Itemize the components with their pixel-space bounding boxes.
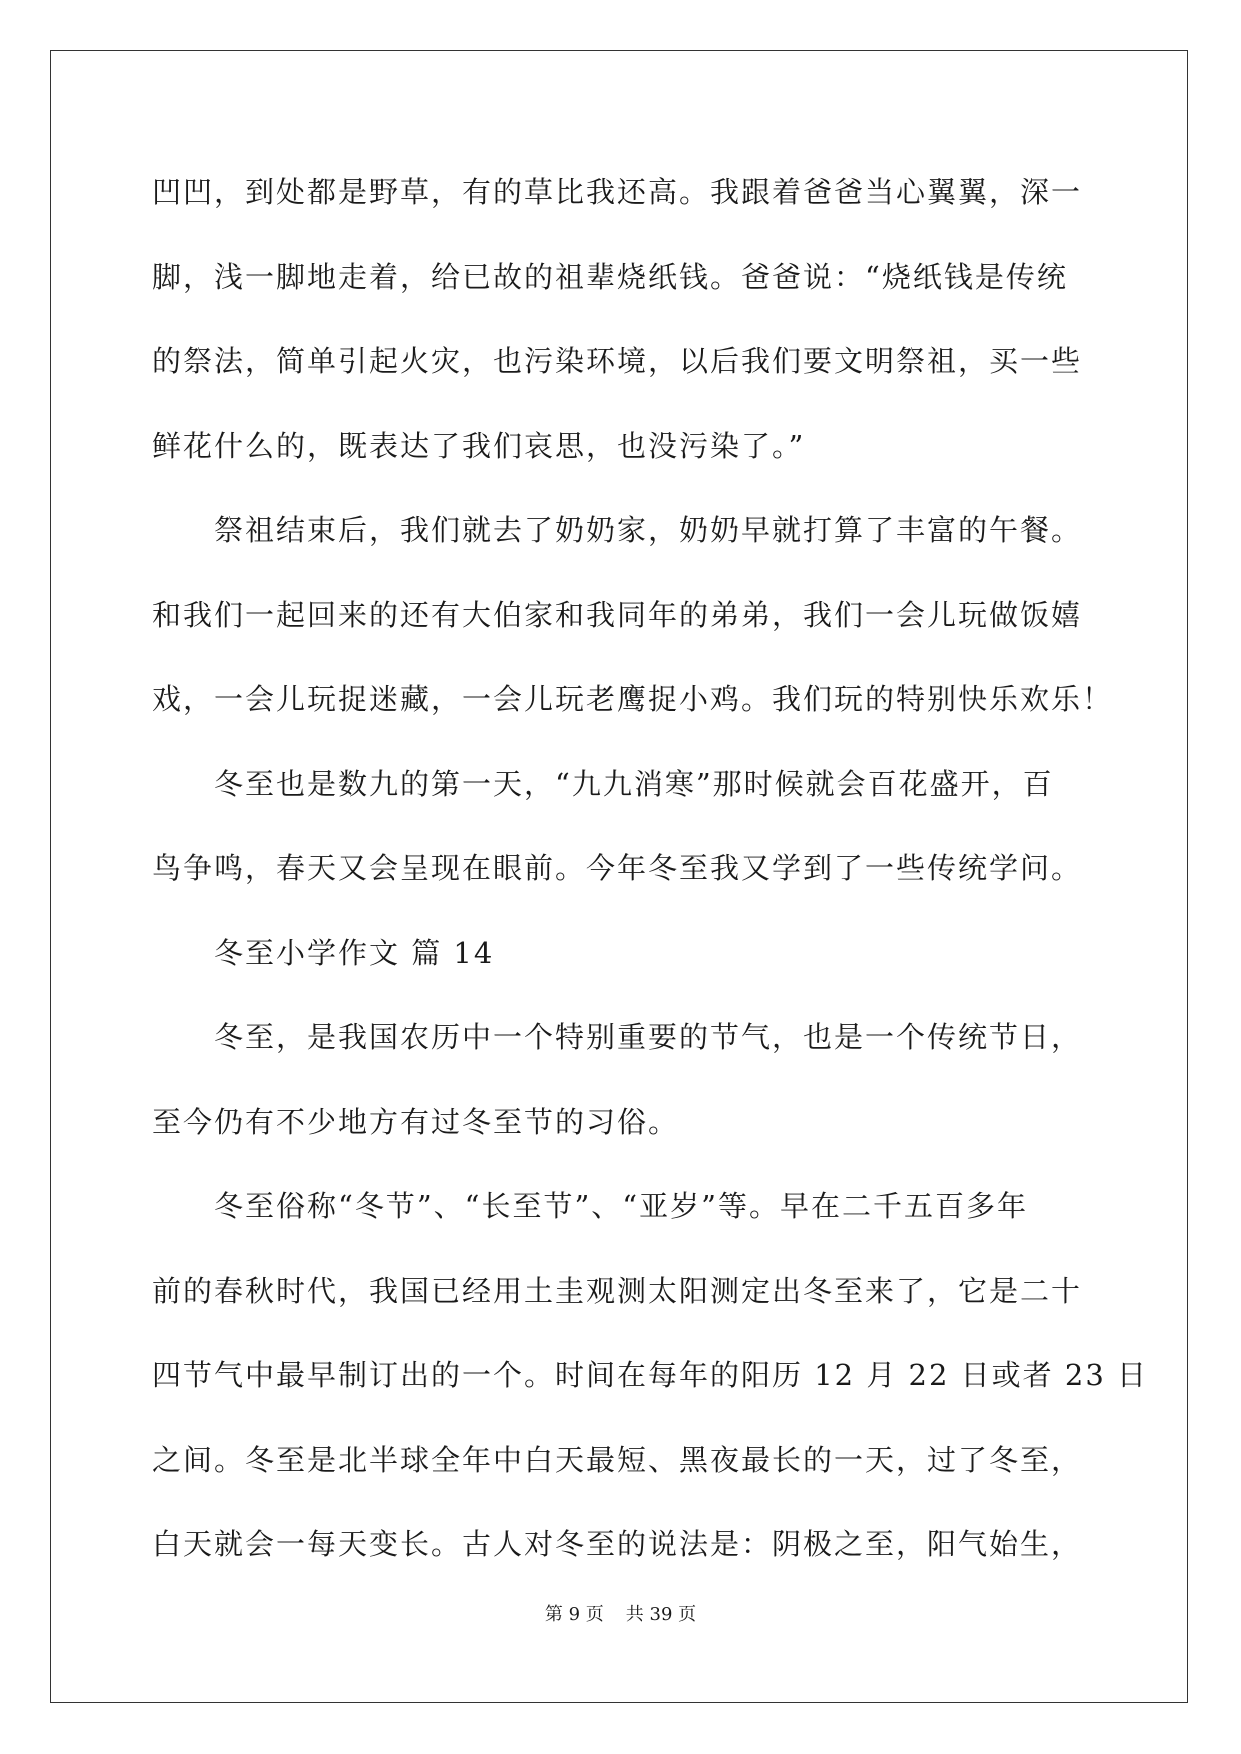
page-total: 共 39 页 xyxy=(625,1604,697,1625)
page-number: 第 9 页 xyxy=(544,1604,604,1625)
text-line: 的祭法，简单引起火灾，也污染环境，以后我们要文明祭祖，买一些 xyxy=(152,344,1083,378)
text-line: 鲜花什么的，既表达了我们哀思，也没污染了。” xyxy=(152,428,806,463)
text-line: 凹凹，到处都是野草，有的草比我还高。我跟着爸爸当心翼翼，深一 xyxy=(152,175,1083,209)
text-line: 之间。冬至是北半球全年中白天最短、黑夜最长的一天，过了冬至， xyxy=(152,1442,1083,1477)
paragraph-start: 冬至，是我国农历中一个特别重要的节气，也是一个传统节日， xyxy=(214,1020,1083,1054)
paragraph-start: 冬至俗称“冬节”、“长至节”、“亚岁”等。早在二千五百多年 xyxy=(214,1189,1028,1223)
document-body xyxy=(152,150,1149,1587)
page-footer xyxy=(0,1600,1241,1626)
paragraph-start: 祭祖结束后，我们就去了奶奶家，奶奶早就打算了丰富的午餐。 xyxy=(214,513,1083,547)
text-line: 和我们一起回来的还有大伯家和我同年的弟弟，我们一会儿玩做饭嬉 xyxy=(152,597,1083,632)
text-line: 脚，浅一脚地走着，给已故的祖辈烧纸钱。爸爸说：“烧纸钱是传统 xyxy=(152,259,1068,294)
text-line: 至今仍有不少地方有过冬至节的习俗。 xyxy=(152,1104,680,1139)
text-line: 白天就会一每天变长。古人对冬至的说法是：阴极之至，阳气始生， xyxy=(152,1527,1083,1561)
text-line: 四节气中最早制订出的一个。时间在每年的阳历 12 月 22 日或者 23 日 xyxy=(152,1358,1149,1392)
section-heading: 冬至小学作文 篇 14 xyxy=(214,935,495,970)
text-line: 戏，一会儿玩捉迷藏，一会儿玩老鹰捉小鸡。我们玩的特别快乐欢乐！ xyxy=(152,682,1114,716)
text-line: 鸟争鸣，春天又会呈现在眼前。今年冬至我又学到了一些传统学问。 xyxy=(152,851,1083,885)
paragraph-start: 冬至也是数九的第一天，“九九消寒”那时候就会百花盛开，百 xyxy=(214,766,1054,801)
text-line: 前的春秋时代，我国已经用土圭观测太阳测定出冬至来了，它是二十 xyxy=(152,1273,1083,1308)
